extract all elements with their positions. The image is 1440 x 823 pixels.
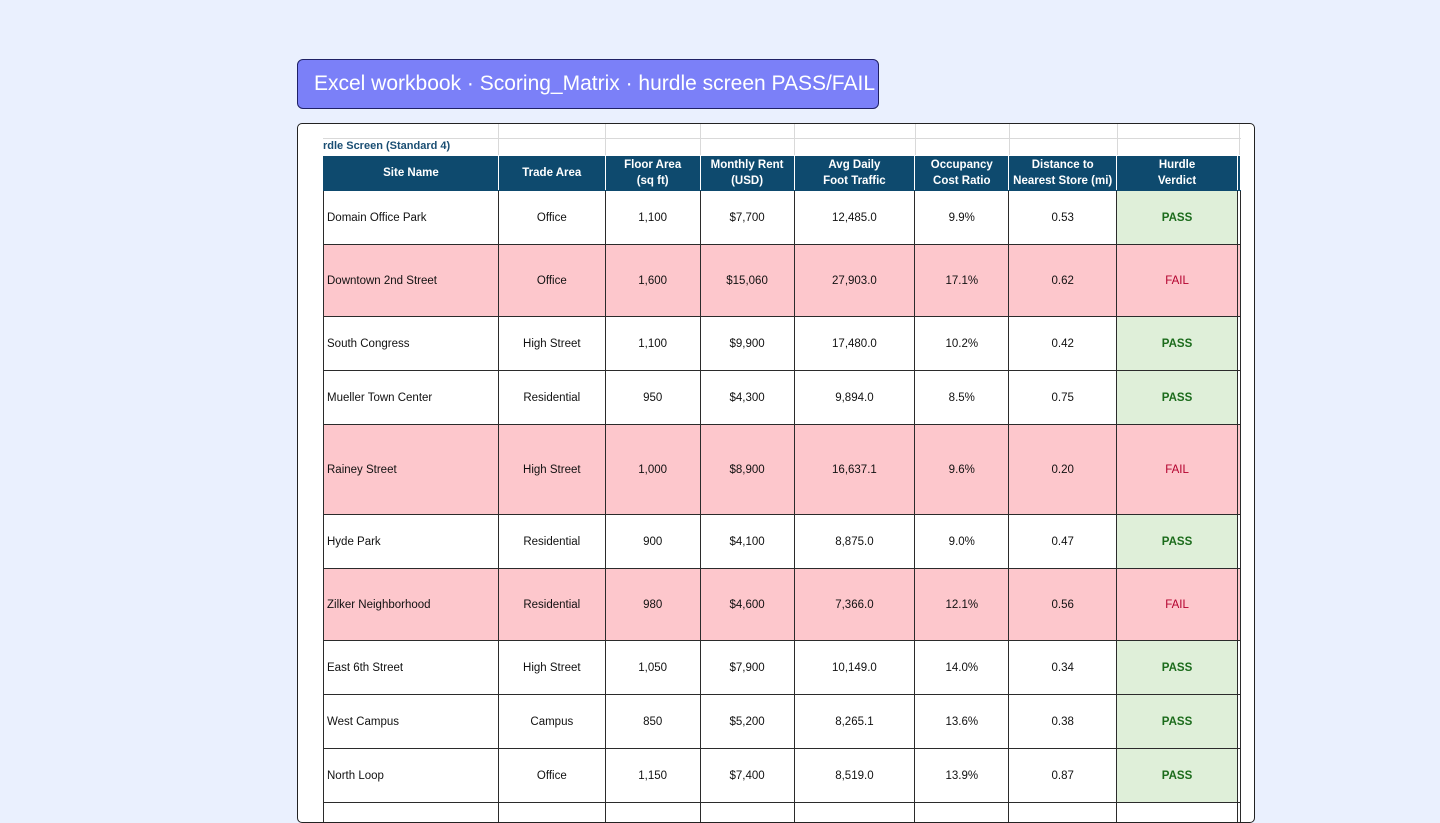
table-row xyxy=(324,803,1241,823)
cell-trade-area[interactable]: Residential xyxy=(498,569,605,641)
table-row xyxy=(324,695,1241,749)
cell-empty[interactable] xyxy=(605,803,700,823)
table-row xyxy=(324,749,1241,803)
cell-monthly-rent[interactable]: $7,700 xyxy=(700,191,794,245)
table-row xyxy=(324,371,1241,425)
cell-occupancy-ratio[interactable]: 13.6% xyxy=(915,695,1009,749)
cell-occupancy-ratio[interactable]: 8.5% xyxy=(915,371,1009,425)
cell-trade-area[interactable]: Residential xyxy=(498,371,605,425)
cell-trade-area[interactable]: High Street xyxy=(498,317,605,371)
cell-distance[interactable]: 0.34 xyxy=(1009,641,1117,695)
header-hurdle-verdict[interactable]: Hurdle Verdict xyxy=(1117,156,1238,191)
hurdle-screen-table xyxy=(323,155,1241,823)
cell-hurdle-verdict[interactable]: PASS xyxy=(1117,191,1238,245)
header-site-name[interactable]: Site Name xyxy=(324,156,499,191)
cell-hurdle-verdict[interactable]: PASS xyxy=(1117,641,1238,695)
cell-empty[interactable] xyxy=(794,803,915,823)
cell-monthly-rent[interactable]: $5,200 xyxy=(700,695,794,749)
header-trade-area[interactable]: Trade Area xyxy=(498,156,605,191)
header-distance[interactable]: Distance to Nearest Store (mi) xyxy=(1009,156,1117,191)
cell-occupancy-ratio[interactable]: 10.2% xyxy=(915,317,1009,371)
cell-trade-area[interactable]: High Street xyxy=(498,425,605,515)
cell-distance[interactable]: 0.20 xyxy=(1009,425,1117,515)
cell-distance[interactable]: 0.62 xyxy=(1009,245,1117,317)
cell-site-name[interactable]: Mueller Town Center xyxy=(324,371,499,425)
cell-occupancy-ratio[interactable]: 9.0% xyxy=(915,515,1009,569)
cell-foot-traffic[interactable]: 8,519.0 xyxy=(794,749,915,803)
cell-monthly-rent[interactable]: $8,900 xyxy=(700,425,794,515)
cell-foot-traffic[interactable]: 8,265.1 xyxy=(794,695,915,749)
cell-site-name[interactable]: Hyde Park xyxy=(324,515,499,569)
cell-empty[interactable] xyxy=(1009,803,1117,823)
cell-foot-traffic[interactable]: 27,903.0 xyxy=(794,245,915,317)
cell-empty[interactable] xyxy=(915,803,1009,823)
cell-floor-area[interactable]: 900 xyxy=(605,515,700,569)
cell-hurdle-verdict[interactable]: FAIL xyxy=(1117,569,1238,641)
cell-monthly-rent[interactable]: $4,600 xyxy=(700,569,794,641)
cell-overflow xyxy=(1237,641,1240,695)
cell-site-name[interactable]: Zilker Neighborhood xyxy=(324,569,499,641)
cell-monthly-rent[interactable]: $9,900 xyxy=(700,317,794,371)
cell-monthly-rent[interactable]: $7,400 xyxy=(700,749,794,803)
header-monthly-rent[interactable]: Monthly Rent (USD) xyxy=(700,156,794,191)
table-row xyxy=(324,245,1241,317)
cell-overflow xyxy=(1237,371,1240,425)
cell-distance[interactable]: 0.87 xyxy=(1009,749,1117,803)
cell-trade-area[interactable]: High Street xyxy=(498,641,605,695)
cell-monthly-rent[interactable]: $4,100 xyxy=(700,515,794,569)
cell-site-name[interactable]: Domain Office Park xyxy=(324,191,499,245)
spreadsheet-grid xyxy=(323,124,1241,823)
cell-site-name[interactable]: Rainey Street xyxy=(324,425,499,515)
table-row xyxy=(324,191,1241,245)
cell-hurdle-verdict[interactable]: FAIL xyxy=(1117,245,1238,317)
cell-occupancy-ratio[interactable]: 9.9% xyxy=(915,191,1009,245)
cell-empty[interactable] xyxy=(700,803,794,823)
cell-overflow xyxy=(1237,569,1240,641)
table-row xyxy=(324,515,1241,569)
cell-overflow xyxy=(1237,317,1240,371)
cell-foot-traffic[interactable]: 17,480.0 xyxy=(794,317,915,371)
cell-floor-area[interactable]: 1,000 xyxy=(605,425,700,515)
cell-distance[interactable]: 0.47 xyxy=(1009,515,1117,569)
cell-foot-traffic[interactable]: 10,149.0 xyxy=(794,641,915,695)
cell-site-name[interactable]: Downtown 2nd Street xyxy=(324,245,499,317)
cell-hurdle-verdict[interactable]: PASS xyxy=(1117,371,1238,425)
cell-empty[interactable] xyxy=(1117,803,1238,823)
cell-site-name[interactable]: West Campus xyxy=(324,695,499,749)
cell-floor-area[interactable]: 1,100 xyxy=(605,191,700,245)
table-row xyxy=(324,317,1241,371)
cell-site-name[interactable]: South Congress xyxy=(324,317,499,371)
cell-occupancy-ratio[interactable]: 12.1% xyxy=(915,569,1009,641)
cell-overflow xyxy=(1237,515,1240,569)
header-overflow-cell xyxy=(1237,156,1240,191)
cell-floor-area[interactable]: 1,100 xyxy=(605,317,700,371)
cell-site-name[interactable]: East 6th Street xyxy=(324,641,499,695)
cell-distance[interactable]: 0.42 xyxy=(1009,317,1117,371)
header-occupancy-ratio[interactable]: Occupancy Cost Ratio xyxy=(915,156,1009,191)
cell-site-name[interactable]: North Loop xyxy=(324,749,499,803)
cell-floor-area[interactable]: 1,050 xyxy=(605,641,700,695)
cell-overflow xyxy=(1237,695,1240,749)
sheet-title: rdle Screen (Standard 4) xyxy=(323,140,450,152)
cell-trade-area[interactable]: Residential xyxy=(498,515,605,569)
header-foot-traffic[interactable]: Avg Daily Foot Traffic xyxy=(794,156,915,191)
cell-overflow xyxy=(1237,803,1240,823)
header-row xyxy=(324,156,1241,191)
cell-hurdle-verdict[interactable]: PASS xyxy=(1117,515,1238,569)
cell-trade-area[interactable]: Office xyxy=(498,749,605,803)
cell-trade-area[interactable]: Office xyxy=(498,191,605,245)
cell-occupancy-ratio[interactable]: 14.0% xyxy=(915,641,1009,695)
cell-foot-traffic[interactable]: 16,637.1 xyxy=(794,425,915,515)
cell-foot-traffic[interactable]: 9,894.0 xyxy=(794,371,915,425)
cell-hurdle-verdict[interactable]: FAIL xyxy=(1117,425,1238,515)
cell-overflow xyxy=(1237,425,1240,515)
spreadsheet-frame xyxy=(297,123,1255,823)
cell-floor-area[interactable]: 850 xyxy=(605,695,700,749)
cell-monthly-rent[interactable]: $4,300 xyxy=(700,371,794,425)
cell-occupancy-ratio[interactable]: 17.1% xyxy=(915,245,1009,317)
cell-overflow xyxy=(1237,245,1240,317)
cell-hurdle-verdict[interactable]: PASS xyxy=(1117,695,1238,749)
cell-trade-area[interactable]: Office xyxy=(498,245,605,317)
cell-occupancy-ratio[interactable]: 13.9% xyxy=(915,749,1009,803)
cell-monthly-rent[interactable]: $7,900 xyxy=(700,641,794,695)
table-row xyxy=(324,425,1241,515)
cell-floor-area[interactable]: 980 xyxy=(605,569,700,641)
cell-distance[interactable]: 0.75 xyxy=(1009,371,1117,425)
cell-hurdle-verdict[interactable]: PASS xyxy=(1117,749,1238,803)
cell-trade-area[interactable]: Campus xyxy=(498,695,605,749)
cell-floor-area[interactable]: 1,150 xyxy=(605,749,700,803)
header-floor-area[interactable]: Floor Area (sq ft) xyxy=(605,156,700,191)
cell-overflow xyxy=(1237,191,1240,245)
cell-occupancy-ratio[interactable]: 9.6% xyxy=(915,425,1009,515)
caption-text: Excel workbook · Scoring_Matrix · hurdle screen PASS/FAIL xyxy=(314,72,875,96)
table-row xyxy=(324,569,1241,641)
table-row xyxy=(324,641,1241,695)
cell-foot-traffic[interactable]: 7,366.0 xyxy=(794,569,915,641)
cell-overflow xyxy=(1237,749,1240,803)
cell-floor-area[interactable]: 1,600 xyxy=(605,245,700,317)
cell-distance[interactable]: 0.56 xyxy=(1009,569,1117,641)
cell-hurdle-verdict[interactable]: PASS xyxy=(1117,317,1238,371)
cell-foot-traffic[interactable]: 8,875.0 xyxy=(794,515,915,569)
cell-floor-area[interactable]: 950 xyxy=(605,371,700,425)
cell-empty[interactable] xyxy=(324,803,499,823)
cell-monthly-rent[interactable]: $15,060 xyxy=(700,245,794,317)
cell-empty[interactable] xyxy=(498,803,605,823)
caption-banner xyxy=(297,59,879,109)
cell-distance[interactable]: 0.53 xyxy=(1009,191,1117,245)
cell-foot-traffic[interactable]: 12,485.0 xyxy=(794,191,915,245)
cell-distance[interactable]: 0.38 xyxy=(1009,695,1117,749)
